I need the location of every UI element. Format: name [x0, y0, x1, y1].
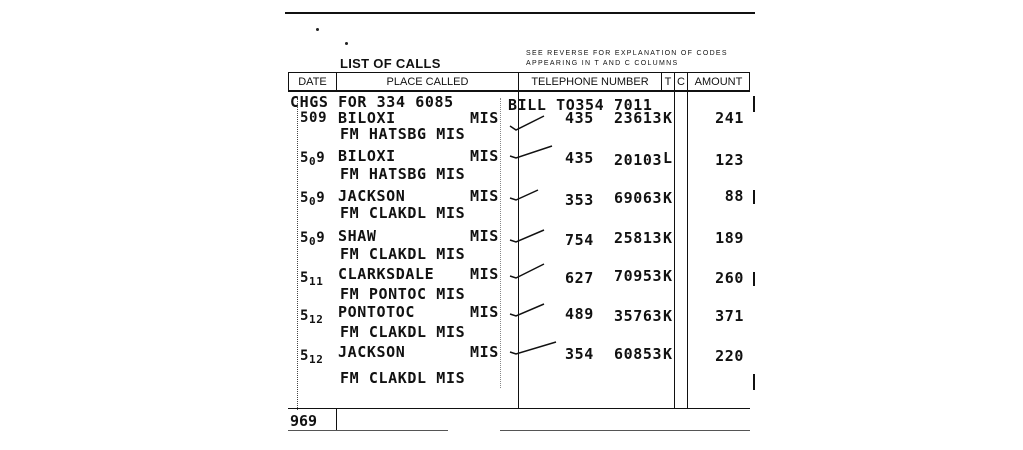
header-top-rule [288, 72, 750, 73]
header-divider [749, 72, 750, 92]
call-place: JACKSON [338, 187, 406, 205]
call-place: CLARKSDALE [338, 265, 435, 283]
top-edge-line [285, 12, 755, 14]
bottom-rule [288, 408, 750, 409]
call-from: FM CLAKDL MIS [340, 323, 466, 341]
call-date: $5_09$ [300, 150, 326, 168]
edge-mark [753, 272, 755, 286]
call-from: FM HATSBG MIS [340, 125, 466, 143]
call-amount: 88 [724, 187, 744, 205]
call-type-code: K [663, 345, 673, 363]
call-number: 20103 [614, 151, 663, 169]
call-from: FM CLAKDL MIS [340, 245, 466, 263]
call-area-code: 435 [565, 149, 594, 167]
check-mark [508, 302, 548, 324]
header-bottom-rule [288, 90, 750, 92]
call-number: 70953 [614, 267, 663, 285]
call-date: 509 [300, 110, 328, 126]
footer-rule [288, 430, 448, 431]
call-number: 23613 [614, 109, 663, 127]
header-telephone-number: TELEPHONE NUMBER [531, 76, 649, 88]
call-amount: 189 [715, 229, 744, 247]
codes-note-line1: SEE REVERSE FOR EXPLANATION OF CODES [526, 50, 728, 57]
call-place: BILOXI [338, 109, 396, 127]
call-state: MIS [470, 265, 499, 283]
call-number: 60853 [614, 345, 663, 363]
speck [345, 42, 348, 45]
call-area-code: 354 [565, 345, 594, 363]
call-amount: 371 [715, 307, 744, 325]
header-c: C [677, 76, 685, 88]
bill-to-line: BILL TO354 7011 [508, 96, 653, 114]
call-amount: 241 [715, 109, 744, 127]
call-from: FM HATSBG MIS [340, 165, 466, 183]
call-amount: 220 [715, 347, 744, 365]
call-state: MIS [470, 343, 499, 361]
call-state: MIS [470, 109, 499, 127]
check-mark [508, 226, 548, 248]
call-from: FM CLAKDL MIS [340, 369, 466, 387]
call-state: MIS [470, 147, 499, 165]
header-place-called: PLACE CALLED [386, 76, 469, 88]
call-type-code: K [663, 229, 673, 247]
call-date: $5_09$ [300, 230, 326, 248]
check-mark [508, 340, 558, 362]
dotted-guide [500, 98, 501, 388]
call-state: MIS [470, 187, 499, 205]
call-place: JACKSON [338, 343, 406, 361]
call-date: $5_{11}$ [300, 270, 324, 288]
dotted-guide [297, 98, 298, 410]
call-area-code: 754 [565, 231, 594, 249]
call-date: $5_{12}$ [300, 308, 324, 326]
edge-mark [753, 374, 755, 390]
call-amount: 260 [715, 269, 744, 287]
call-number: 35763 [614, 307, 663, 325]
call-type-code: K [663, 109, 673, 127]
header-t: T [664, 76, 672, 88]
call-from: FM PONTOC MIS [340, 285, 466, 303]
check-mark [508, 112, 548, 136]
footer-rule [500, 430, 750, 431]
form-title: LIST OF CALLS [340, 56, 441, 71]
check-mark [508, 188, 548, 208]
call-area-code: 627 [565, 269, 594, 287]
call-state: MIS [470, 303, 499, 321]
speck [316, 28, 319, 31]
codes-note-line2: APPEARING IN T AND C COLUMNS [526, 60, 679, 67]
call-type-code: L [663, 149, 673, 167]
check-mark [508, 262, 548, 284]
call-type-code: K [663, 189, 673, 207]
call-area-code: 435 [565, 109, 594, 127]
call-type-code: K [663, 267, 673, 285]
call-amount: 123 [715, 151, 744, 169]
call-date: $5_{12}$ [300, 348, 324, 366]
call-number: 69063 [614, 189, 663, 207]
call-date: $5_09$ [300, 190, 326, 208]
charges-line: CHGS FOR 334 6085 [290, 93, 454, 111]
call-area-code: 489 [565, 305, 594, 323]
call-place: BILOXI [338, 147, 396, 165]
call-type-code: K [663, 307, 673, 325]
call-place: PONTOTOC [338, 303, 416, 321]
footer-number: 969 [290, 412, 318, 430]
check-mark [508, 144, 554, 166]
edge-mark [753, 190, 755, 204]
edge-mark [753, 96, 755, 112]
header-date: DATE [298, 76, 327, 88]
call-area-code: 353 [565, 191, 594, 209]
call-from: FM CLAKDL MIS [340, 204, 466, 222]
column-divider [674, 72, 675, 408]
call-number: 25813 [614, 229, 663, 247]
footer-divider [336, 408, 337, 430]
call-state: MIS [470, 227, 499, 245]
call-place: SHAW [338, 227, 377, 245]
header-amount: AMOUNT [694, 76, 743, 88]
column-divider [687, 72, 688, 408]
